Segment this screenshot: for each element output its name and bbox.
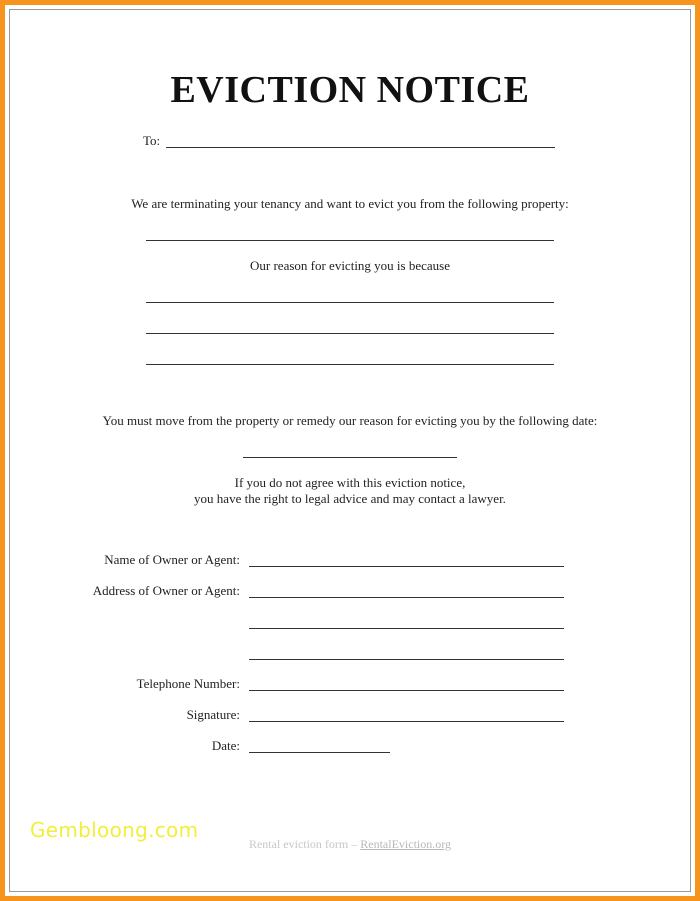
to-label: To: xyxy=(143,133,161,148)
owner-address-line-2[interactable] xyxy=(249,628,564,629)
reason-label: Our reason for evicting you is because xyxy=(250,258,450,273)
owner-address-line-1[interactable] xyxy=(249,597,564,598)
signature-field-line[interactable] xyxy=(249,721,564,722)
date-label: Date: xyxy=(211,738,240,753)
footer-prefix: Rental eviction form – xyxy=(248,837,361,851)
telephone-label: Telephone Number: xyxy=(136,676,240,691)
disagree-text-line-2: you have the right to legal advice and may contact a lawyer. xyxy=(194,491,506,506)
owner-address-label: Address of Owner or Agent: xyxy=(92,583,240,598)
document-title: EVICTION NOTICE xyxy=(170,69,530,111)
reason-line-1[interactable] xyxy=(146,302,554,303)
owner-address-line-3[interactable] xyxy=(249,659,564,660)
reason-line-2[interactable] xyxy=(146,333,554,334)
intro-text: We are terminating your tenancy and want to evict you from the following property: xyxy=(131,196,569,211)
page-inner-border xyxy=(9,9,691,892)
reason-line-3[interactable] xyxy=(146,364,554,365)
watermark-text: Gembloong.com xyxy=(30,818,199,842)
footer-link[interactable]: RentalEviction.org xyxy=(360,837,452,851)
telephone-field-line[interactable] xyxy=(249,690,564,691)
property-field-line[interactable] xyxy=(146,240,554,241)
signature-label: Signature: xyxy=(186,707,240,722)
move-date-field-line[interactable] xyxy=(243,457,457,458)
to-field-line[interactable] xyxy=(166,147,555,148)
disagree-text-line-1: If you do not agree with this eviction notice, xyxy=(234,475,466,490)
owner-name-field-line[interactable] xyxy=(249,566,564,567)
owner-name-label: Name of Owner or Agent: xyxy=(104,552,240,567)
move-out-text: You must move from the property or remedy our reason for evicting you by the following date: xyxy=(102,413,598,428)
date-field-line[interactable] xyxy=(249,752,390,753)
